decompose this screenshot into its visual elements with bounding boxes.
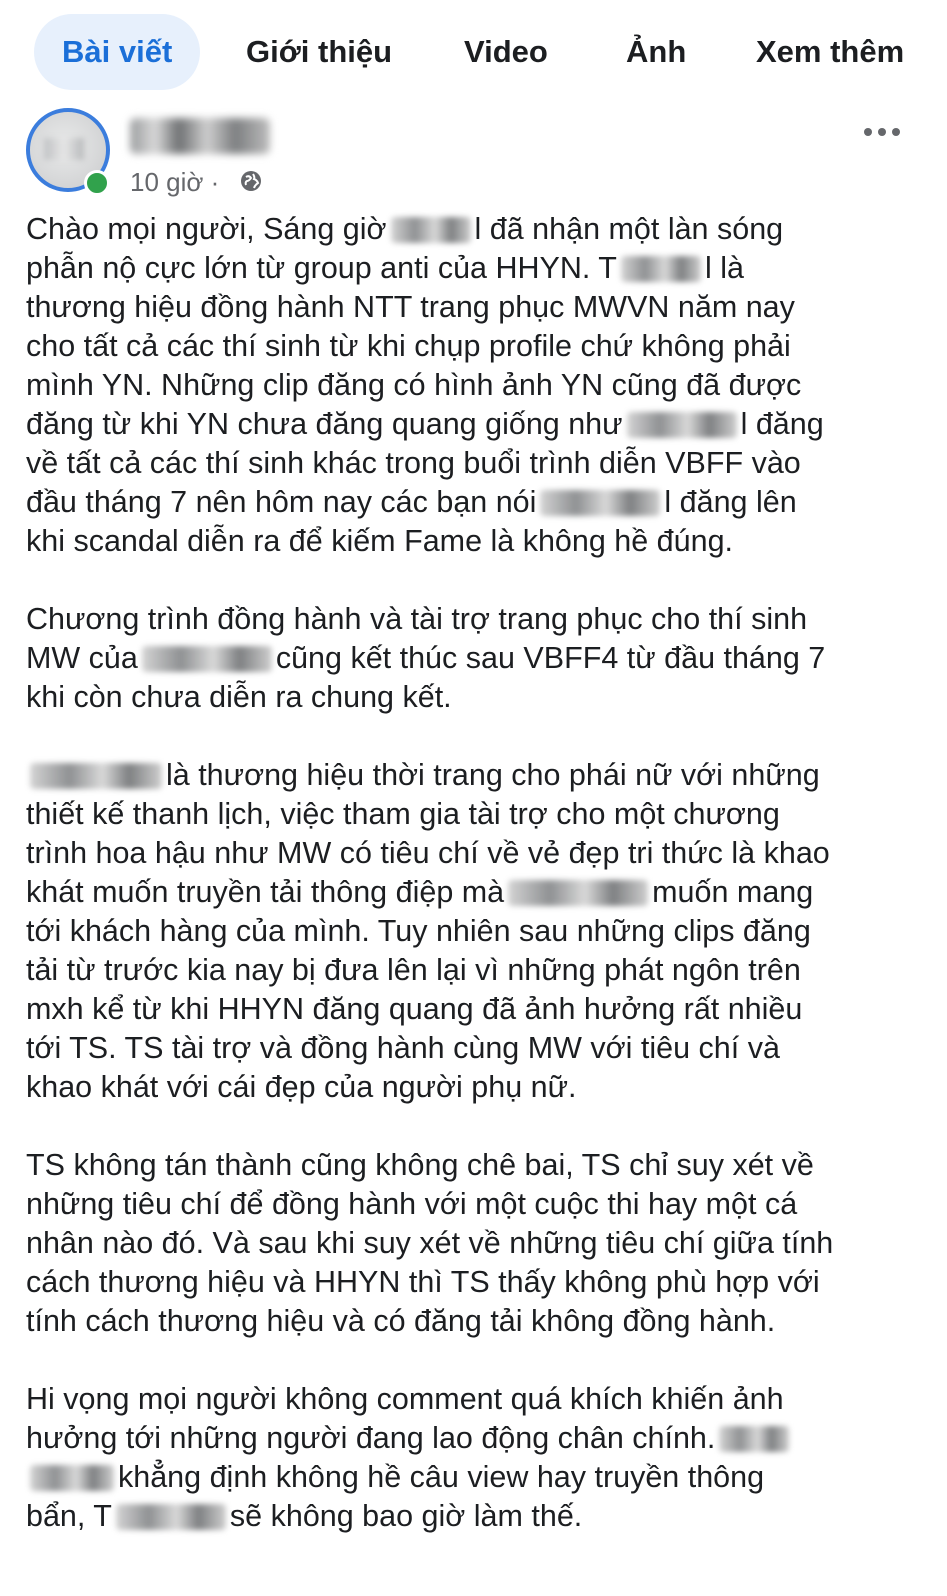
post-line-text: tính cách thương hiệu và có đăng tải không đồng hành. [26,1304,776,1338]
post-line-text: về tất cả các thí sinh khác trong buổi trình diễn VBFF vào [26,446,801,480]
post-line [26,1497,926,1536]
post-text [26,210,926,1536]
post-line [26,795,926,834]
author-avatar[interactable] [26,108,112,194]
post-line [26,483,926,522]
post-line-text: MW của [26,641,138,675]
globe-icon [240,170,262,192]
post-line [26,1146,926,1185]
post-line [26,1068,926,1107]
online-status-icon [84,170,110,196]
post-line [26,951,926,990]
post-line-text: tới khách hàng của mình. Tuy nhiên sau những clips đăng [26,914,811,948]
post-line-text: đăng từ khi YN chưa đăng quang giống như [26,407,623,441]
post-line-text: TS không tán thành cũng không chê bai, TS chỉ suy xét về [26,1148,814,1182]
post-line-text: cách thương hiệu và HHYN thì TS thấy không phù hợp với [26,1265,820,1299]
post-line-text: khao khát với cái đẹp của người phụ nữ. [26,1070,577,1104]
post-line-text: l là [704,251,744,285]
redacted-brand-name [621,256,701,282]
post-line [26,990,926,1029]
post-line-text: thiết kế thanh lịch, việc tham gia tài trợ cho một chương [26,797,780,831]
post-line-text: bẩn, T [26,1499,112,1533]
post-line-text: cũng kết thúc sau VBFF4 từ đầu tháng 7 [275,641,826,675]
post-line [26,522,926,561]
post-line [26,1458,926,1497]
post-line-text: sẽ không bao giờ làm thế. [229,1499,583,1533]
post-line-text: l đăng [740,407,824,441]
post-line-text: khát muốn truyền tải thông điệp mà [26,875,505,909]
redacted-brand-name [391,217,471,243]
tab-see-more[interactable]: Xem thêm [756,34,905,69]
post-line [26,717,926,756]
post-line [26,561,926,600]
post-line [26,678,926,717]
post-line [26,288,926,327]
post-line [26,834,926,873]
post-line [26,1380,926,1419]
post-line-text: cho tất cả các thí sinh từ khi chụp profile chứ không phải [26,329,791,363]
post-line-text: khẳng định không hề câu view hay truyền thông [118,1460,765,1494]
post-line-text: là thương hiệu thời trang cho phái nữ với những [166,758,820,792]
author-name-redacted[interactable] [130,118,270,154]
post-line [26,912,926,951]
post-line-text: nhân nào đó. Và sau khi suy xét về những tiêu chí giữa tính [26,1226,834,1260]
redacted-brand-name [30,763,162,789]
post-line-text: tới TS. TS tài trợ và đồng hành cùng MW với tiêu chí và [26,1031,780,1065]
post-line [26,639,926,678]
redacted-brand-name [142,646,272,672]
post-line [26,1302,926,1341]
post-line [26,1107,926,1146]
post-line-text: l đã nhận một làn sóng [474,212,784,246]
post-line-text: Chào mọi người, Sáng giờ [26,212,387,246]
tab-photos[interactable]: Ảnh [626,34,687,69]
post-line [26,405,926,444]
post-line [26,1341,926,1380]
post-line [26,1224,926,1263]
post-line-text: đầu tháng 7 nên hôm nay các bạn nói [26,485,537,519]
post-line-text: những tiêu chí để đồng hành với một cuộc thi hay một cá [26,1187,798,1221]
redacted-brand-name [508,880,648,906]
tab-video[interactable]: Video [464,34,548,69]
redacted-brand-name [116,1504,226,1530]
redacted-brand-name [627,412,737,438]
post-line [26,249,926,288]
post-line [26,444,926,483]
post-line-text: mình YN. Những clip đăng có hình ảnh YN cũng đã được [26,368,802,402]
redacted-brand-name [719,1426,789,1452]
avatar-blurred-image [44,138,84,160]
post-line [26,1263,926,1302]
post-line-text: mxh kể từ khi HHYN đăng quang đã ảnh hưởng rất nhiều [26,992,803,1026]
post-timestamp[interactable]: 10 giờ · [130,167,220,197]
tab-about[interactable]: Giới thiệu [246,34,393,69]
post-line [26,366,926,405]
post-line-text: muốn mang [652,875,814,909]
post-line [26,600,926,639]
more-dots-icon[interactable] [862,118,902,146]
post-line-text: tải từ trước kia nay bị đưa lên lại vì những phát ngôn trên [26,953,801,987]
post-line [26,873,926,912]
post-line [26,210,926,249]
post-line [26,327,926,366]
post-line-text: l đăng lên [664,485,797,519]
post-line [26,1029,926,1068]
post-line-text: khi scandal diễn ra để kiếm Fame là không hề đúng. [26,524,734,558]
post-line-text: phẫn nộ cực lớn từ group anti của HHYN. T [26,251,617,285]
post-line-text: khi còn chưa diễn ra chung kết. [26,680,452,714]
post-line [26,1185,926,1224]
post-line-text: Chương trình đồng hành và tài trợ trang phục cho thí sinh [26,602,808,636]
post-line-text: hưởng tới những người đang lao động chân chính. [26,1421,716,1455]
redacted-brand-name [30,1465,114,1491]
post-line [26,756,926,795]
tab-posts[interactable]: Bài viết [34,14,200,90]
redacted-brand-name [540,490,660,516]
post-line-text: trình hoa hậu như MW có tiêu chí về vẻ đẹp tri thức là khao [26,836,830,870]
post-line-text: Hi vọng mọi người không comment quá khích khiến ảnh [26,1382,784,1416]
post-line [26,1419,926,1458]
post-line-text: thương hiệu đồng hành NTT trang phục MWVN năm nay [26,290,795,324]
profile-tab-bar [0,0,947,104]
